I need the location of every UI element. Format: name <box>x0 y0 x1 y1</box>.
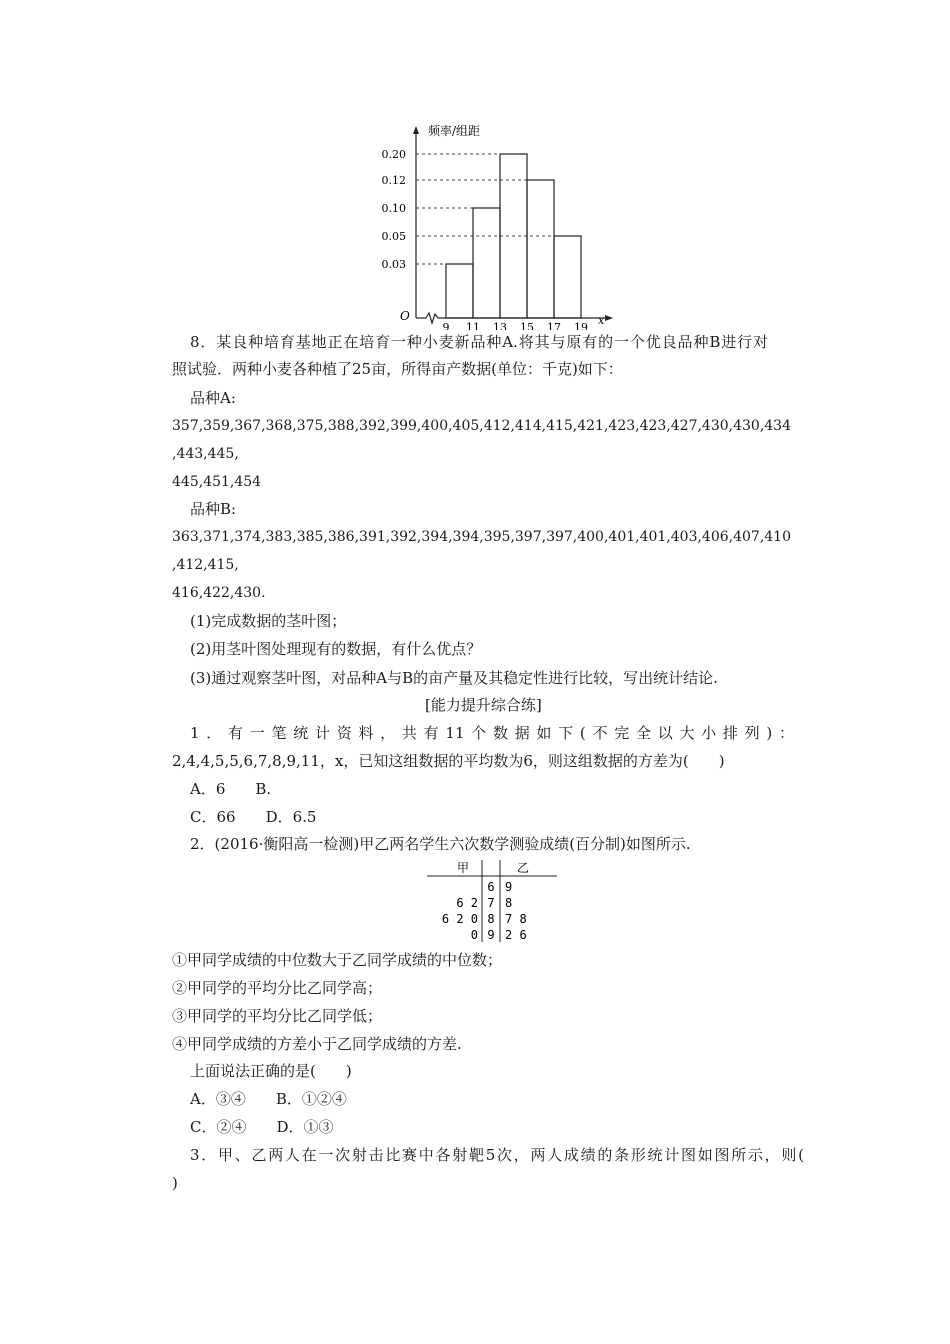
q1-line-1: 1．有一笔统计资料，共有11个数据如下(不完全以大小排列)： <box>190 724 794 742</box>
variety-b-data-3: 416,422,430. <box>172 585 266 601</box>
stem-value-4: 9 <box>487 928 495 942</box>
stem-leaf-rows <box>442 880 527 942</box>
y-tick-label-2: 0.12 <box>381 174 406 187</box>
variety-a-label: 品种A: <box>190 389 236 407</box>
axis-break <box>426 313 438 323</box>
q3-line-1: 3．甲、乙两人在一次射击比赛中各射靶5次，两人成绩的条形统计图如图所示，则( <box>190 1146 804 1164</box>
y-axis-label: 频率/组距 <box>428 124 481 138</box>
stem-right-leaves-2: 8 <box>505 896 513 910</box>
stem-value-3: 8 <box>487 912 495 926</box>
y-tick-label-5: 0.03 <box>381 258 406 271</box>
q2-statement-1: ①甲同学成绩的中位数大于乙同学成绩的中位数； <box>172 951 503 969</box>
x-axis-label: x <box>598 314 605 327</box>
q8-part-3: (3)通过观察茎叶图，对品种A与B的亩产量及其稳定性进行比较，写出统计结论. <box>190 669 718 687</box>
q2-statement-3: ③甲同学的平均分比乙同学低； <box>172 1007 383 1025</box>
stem-header-right: 乙 <box>516 861 530 875</box>
histogram-bar-2 <box>473 208 500 318</box>
q8-part-2: (2)用茎叶图处理现有的数据，有什么优点？ <box>190 640 482 658</box>
origin-label: O <box>400 309 410 323</box>
variety-b-label: 品种B: <box>190 500 237 518</box>
q2-line-1: 2．(2016·衡阳高一检测)甲乙两名学生六次数学测验成绩(百分制)如图所示. <box>190 835 691 853</box>
q1-line-2: 2,4,4,5,5,6,7,8,9,11，x，已知这组数据的平均数为6，则这组数据的方差为( ) <box>172 752 725 770</box>
variety-b-data-2: ,412,415, <box>172 557 239 573</box>
x-axis-arrow <box>605 315 613 321</box>
histogram-labels <box>382 148 589 330</box>
stem-left-leaves-4: 0 <box>470 928 478 942</box>
variety-a-data-2: ,443,445, <box>172 446 239 462</box>
variety-b-data-1: 363,371,374,383,385,386,391,392,394,394,395,397,397,400,401,401,403,406,407,410 <box>172 529 791 545</box>
section-title: [能力提升综合练] <box>425 696 542 714</box>
histogram-bar-4 <box>527 180 554 318</box>
q1-options-2: C．66 D．6.5 <box>190 808 317 826</box>
histogram-guide-lines <box>416 154 554 264</box>
x-tick-label-1: 9 <box>442 321 450 330</box>
q3-line-2: ) <box>172 1174 178 1192</box>
stem-right-leaves-4: 2 6 <box>505 928 527 942</box>
q2-statement-2: ②甲同学的平均分比乙同学高； <box>172 979 383 997</box>
y-tick-label-3: 0.10 <box>381 202 406 215</box>
stem-value-2: 7 <box>487 896 495 910</box>
stem-right-leaves-1: 9 <box>505 880 513 894</box>
x-tick-label-6: 19 <box>574 321 588 330</box>
q2-question: 上面说法正确的是( ) <box>190 1062 352 1080</box>
stem-left-leaves-2: 6 2 <box>456 896 478 910</box>
stem-value-1: 6 <box>487 880 495 894</box>
histogram-bar-1 <box>446 264 473 318</box>
variety-a-data-1: 357,359,367,368,375,388,392,399,400,405,412,414,415,421,423,423,427,430,430,434 <box>172 418 791 434</box>
histogram-axes <box>413 126 613 323</box>
y-tick-label-1: 0.20 <box>381 148 406 161</box>
frequency-histogram <box>370 118 620 330</box>
q8-line-1: 8．某良种培育基地正在培育一种小麦新品种A.将其与原有的一个优良品种B进行对 <box>190 333 768 351</box>
stem-header-left: 甲 <box>456 861 470 875</box>
stem-leaf-plot <box>425 858 560 944</box>
stem-left-leaves-3: 6 2 0 <box>441 912 478 926</box>
q8-line-2: 照试验．两种小麦各种植了25亩，所得亩产数据(单位：千克)如下： <box>172 360 623 378</box>
y-axis-arrow <box>413 126 419 134</box>
q2-options-2: C．②④ D．①③ <box>190 1118 334 1136</box>
histogram-bar-5 <box>554 236 581 318</box>
variety-a-data-3: 445,451,454 <box>172 474 262 490</box>
y-tick-label-4: 0.05 <box>381 230 406 243</box>
q2-statement-4: ④甲同学成绩的方差小于乙同学成绩的方差. <box>172 1035 462 1053</box>
x-tick-label-4: 15 <box>520 321 534 330</box>
x-tick-label-3: 13 <box>493 321 507 330</box>
q2-options-1: A．③④ B．①②④ <box>190 1090 347 1108</box>
q1-options-1: A．6 B. <box>190 780 272 798</box>
q8-part-1: (1)完成数据的茎叶图； <box>190 612 347 630</box>
x-tick-label-2: 11 <box>466 321 480 330</box>
x-tick-label-5: 17 <box>547 321 561 330</box>
stem-right-leaves-3: 7 8 <box>505 912 527 926</box>
